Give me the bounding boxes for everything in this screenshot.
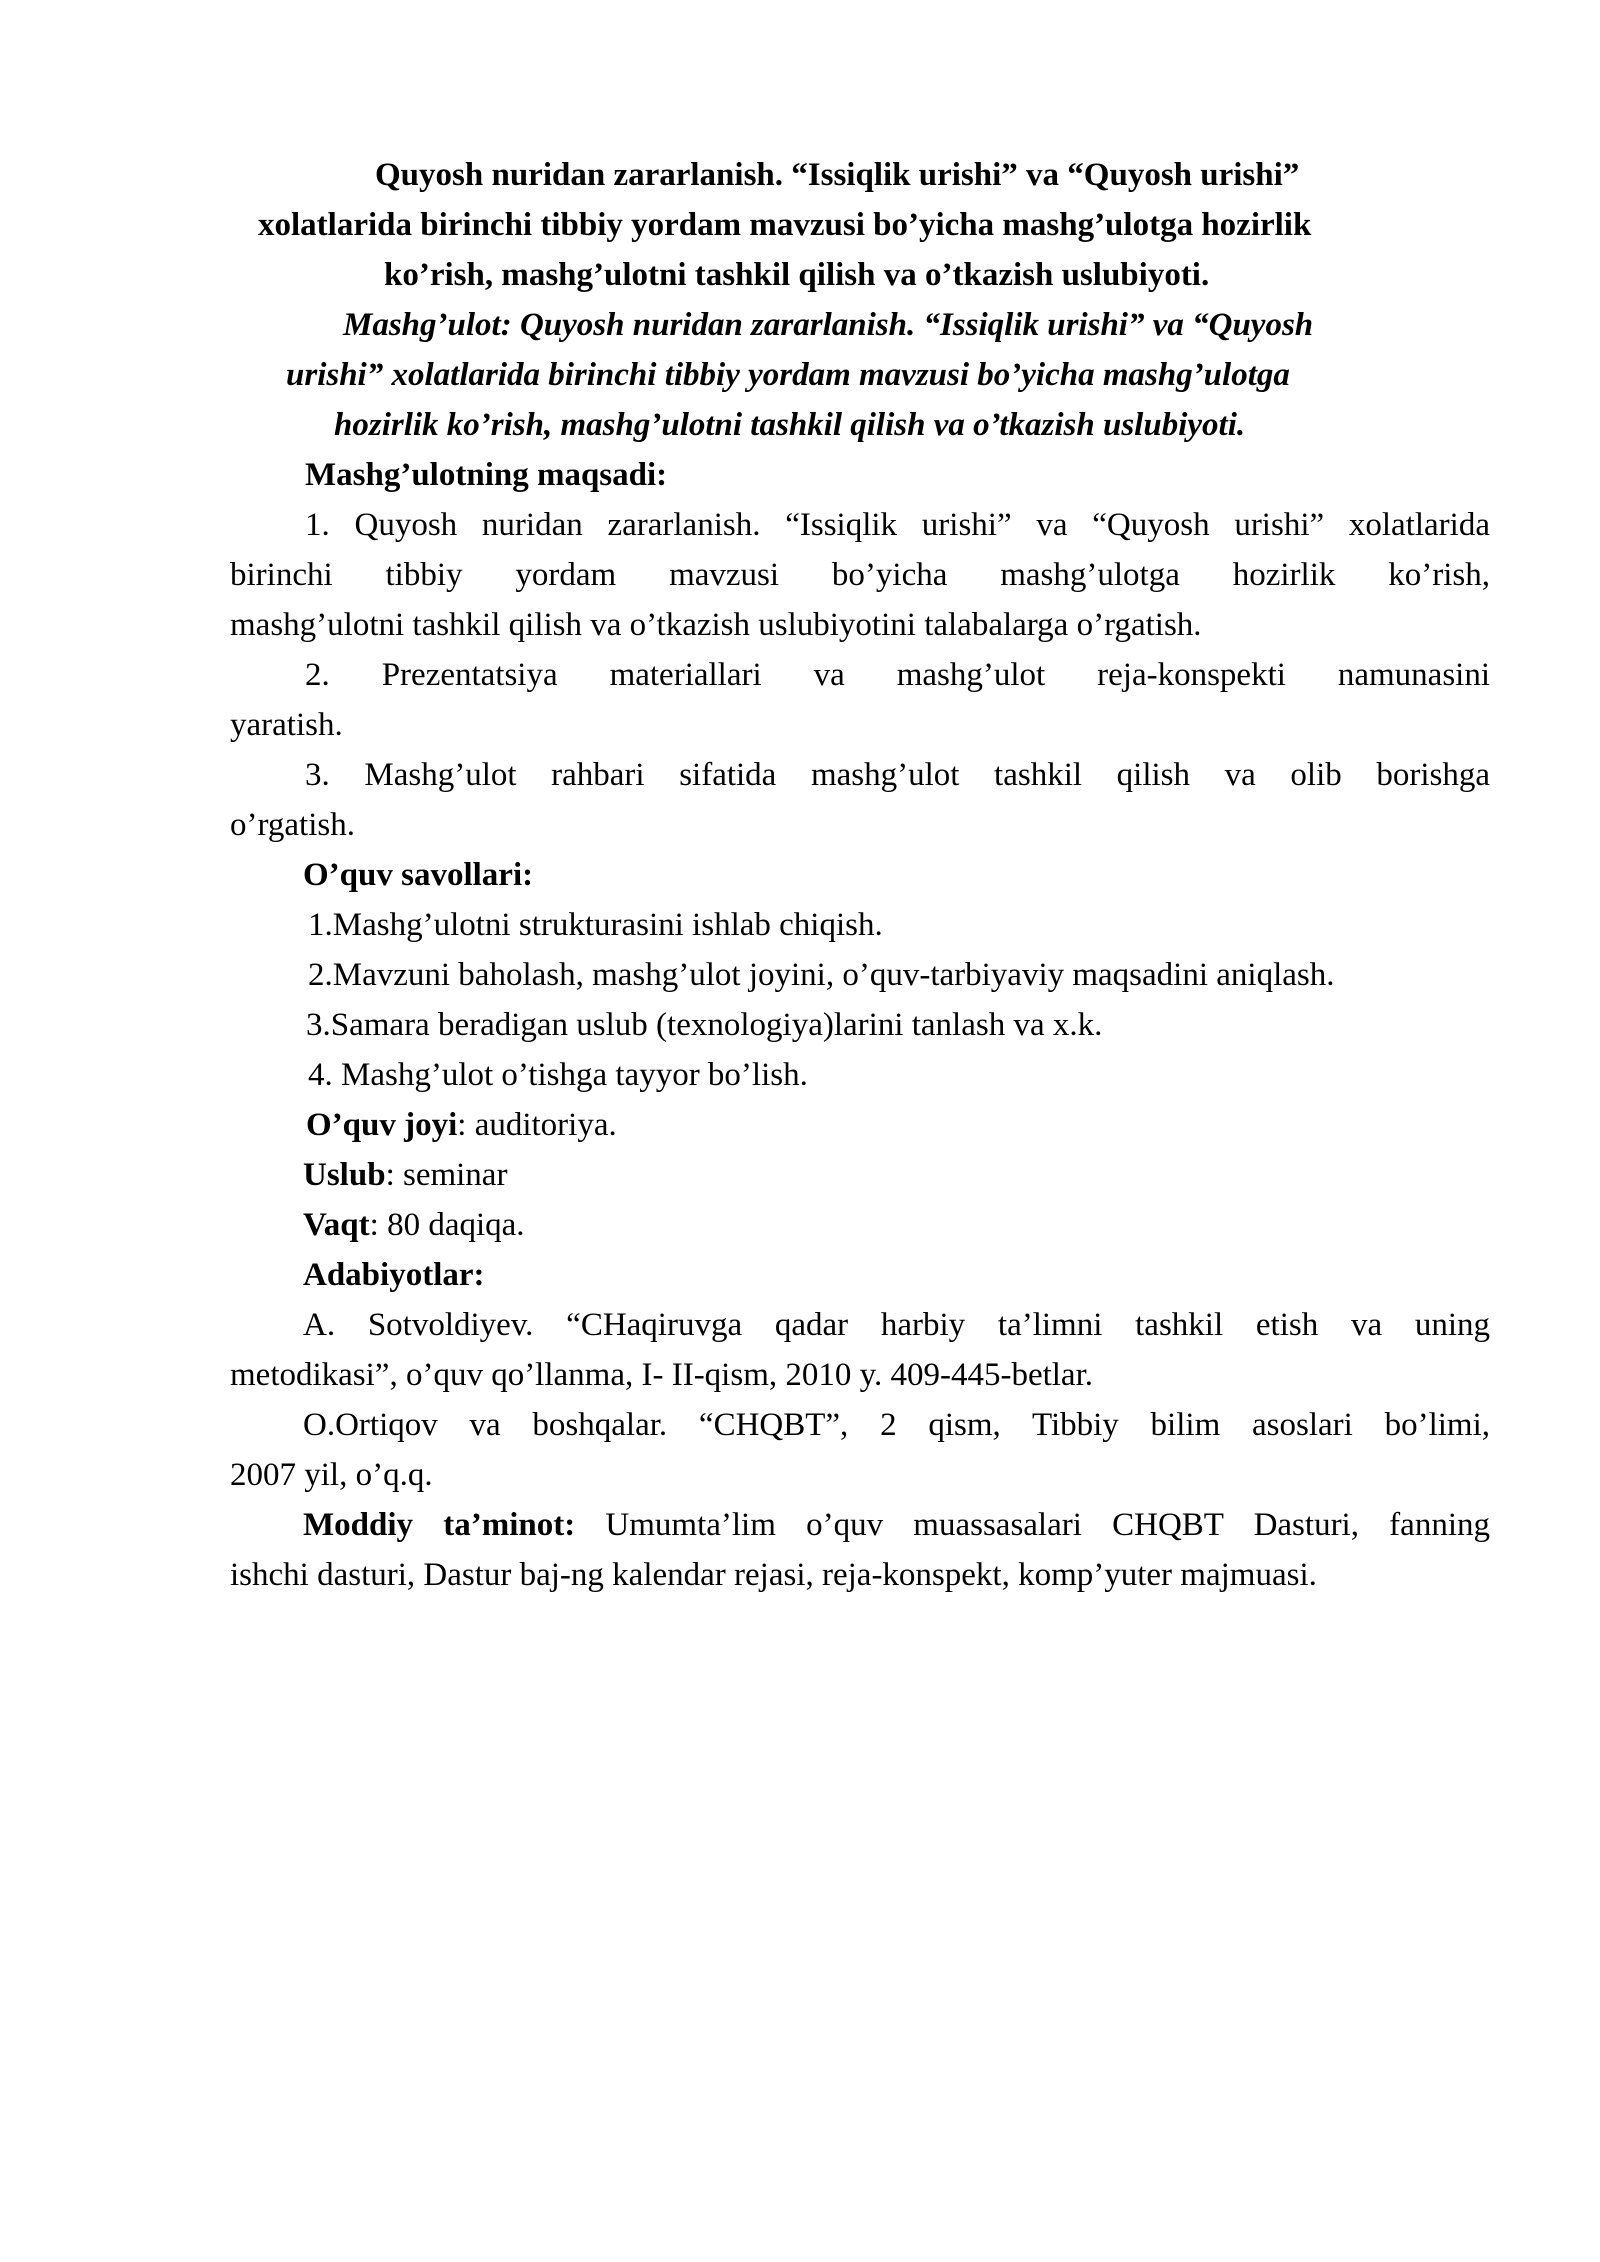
goals-line-1: 1. Quyosh nuridan zararlanish. “Issiqlik urishi” va “Quyosh urishi” xolatlarida — [305, 507, 1490, 543]
material-text-1: Umumta’lim o’quv muassasalari CHQBT Dasturi, fanning — [575, 1507, 1490, 1543]
subtitle-line-3: hozirlik ko’rish, mashg’ulotni tashkil qilish va o’tkazish uslubiyoti. — [334, 407, 1246, 443]
literature-line-3: O.Ortiqov va boshqalar. “CHQBT”, 2 qism, Tibbiy bilim asoslari bo’limi, — [303, 1407, 1490, 1443]
literature-heading: Adabiyotlar: — [303, 1257, 485, 1293]
questions-heading: O’quv savollari: — [303, 857, 534, 893]
literature-line-4: 2007 yil, o’q.q. — [230, 1457, 433, 1493]
goals-heading: Mashg’ulotning maqsadi: — [305, 457, 668, 493]
place-line — [306, 1105, 617, 1145]
literature-line-2: metodikasi”, o’quv qo’llanma, I- II-qism, 2010 y. 409-445-betlar. — [230, 1357, 1093, 1393]
question-item-3: 3.Samara beradigan uslub (texnologiya)larini tanlash va x.k. — [306, 1007, 1103, 1043]
goals-line-6: 3. Mashg’ulot rahbari sifatida mashg’ulot tashkil qilish va olib borishga — [305, 757, 1490, 793]
time-value: : 80 daqiqa. — [369, 1207, 525, 1243]
time-line — [303, 1205, 525, 1245]
title-line-2: xolatlarida birinchi tibbiy yordam mavzusi bo’yicha mashg’ulotga hozirlik — [258, 207, 1312, 243]
question-item-1: 1.Mashg’ulotni strukturasini ishlab chiqish. — [308, 907, 883, 943]
goals-line-7: o’rgatish. — [230, 807, 355, 843]
place-value: : auditoriya. — [457, 1107, 617, 1143]
goals-line-5: yaratish. — [230, 707, 343, 743]
title-line-1: Quyosh nuridan zararlanish. “Issiqlik urishi” va “Quyosh urishi” — [375, 157, 1300, 193]
material-line-2: ishchi dasturi, Dastur baj-ng kalendar rejasi, reja-konspekt, komp’yuter majmuasi. — [230, 1557, 1317, 1593]
goals-line-4: 2. Prezentatsiya materiallari va mashg’ulot reja-konspekti namunasini — [305, 657, 1490, 693]
material-line-1 — [303, 1505, 1490, 1545]
question-item-4: 4. Mashg’ulot o’tishga tayyor bo’lish. — [308, 1057, 808, 1093]
goals-line-3: mashg’ulotni tashkil qilish va o’tkazish uslubiyotini talabalarga o’rgatish. — [230, 607, 1202, 643]
method-line — [303, 1155, 507, 1195]
goals-line-2: birinchi tibbiy yordam mavzusi bo’yicha mashg’ulotga hozirlik ko’rish, — [230, 557, 1490, 593]
title-line-3: ko’rish, mashg’ulotni tashkil qilish va o’tkazish uslubiyoti. — [384, 257, 1210, 293]
subtitle-line-2: urishi” xolatlarida birinchi tibbiy yordam mavzusi bo’yicha mashg’ulotga — [286, 357, 1290, 393]
method-label: Uslub — [303, 1157, 386, 1193]
question-item-2: 2.Mavzuni baholash, mashg’ulot joyini, o’quv-tarbiyaviy maqsadini aniqlash. — [308, 957, 1335, 993]
time-label: Vaqt — [303, 1207, 370, 1243]
method-value: : seminar — [385, 1157, 508, 1193]
literature-line-1: A. Sotvoldiyev. “CHaqiruvga qadar harbiy ta’limni tashkil etish va uning — [303, 1307, 1490, 1343]
material-label: Moddiy ta’minot: — [303, 1507, 576, 1543]
subtitle-line-1: Mashg’ulot: Quyosh nuridan zararlanish. “Issiqlik urishi” va “Quyosh — [343, 307, 1314, 343]
place-label: O’quv joyi — [306, 1107, 458, 1143]
